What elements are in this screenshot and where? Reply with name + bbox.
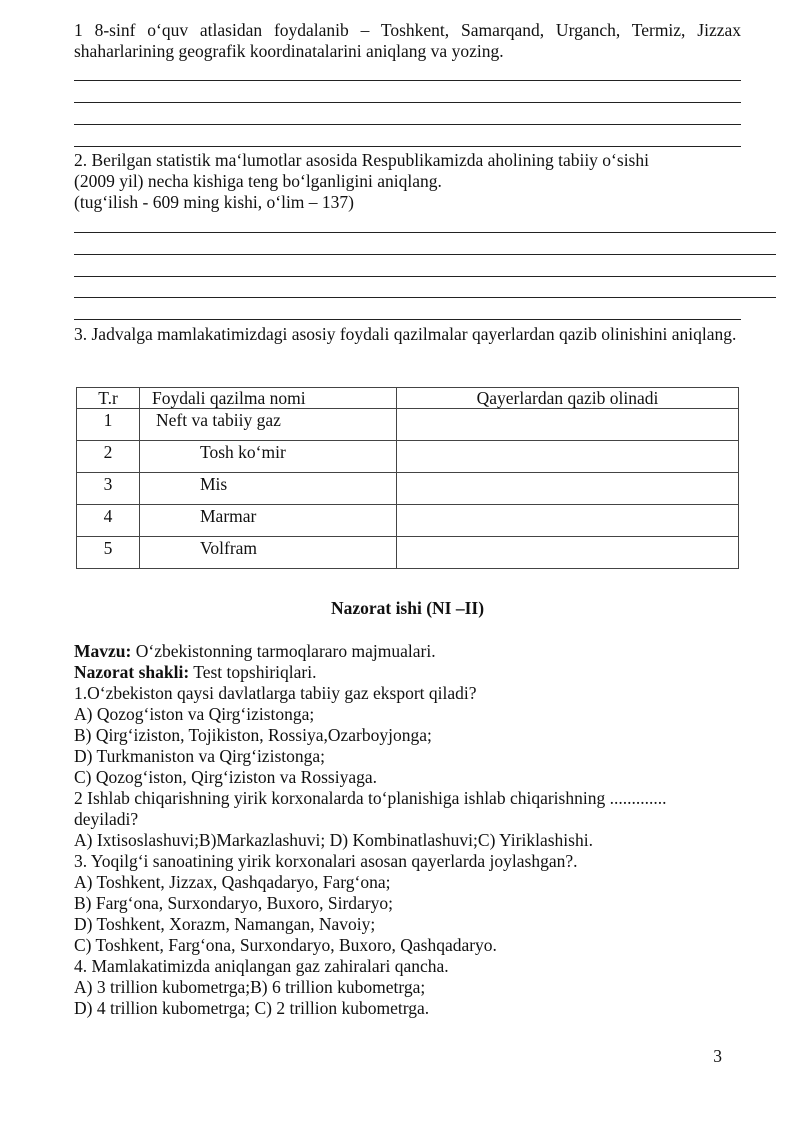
- table-row: [77, 473, 739, 505]
- question-2-line-2: (2009 yil) necha kishiga teng bo‘lganligini aniqlang.: [74, 171, 442, 191]
- answer-line: [74, 297, 776, 298]
- answer-line: [74, 232, 776, 233]
- table-row: [77, 441, 739, 473]
- row-number: 3: [77, 473, 140, 505]
- form-line: [74, 662, 754, 683]
- answer-options: A) 3 trillion kubometrga;B) 6 trillion kubometrga;: [74, 977, 426, 997]
- question-2: [74, 150, 741, 213]
- table-header-row: [77, 388, 739, 409]
- answer-line: [74, 319, 741, 320]
- test-section: [74, 641, 754, 1019]
- test-question-2: 2 Ishlab chiqarishning yirik korxonalarda to‘planishiga ishlab chiqarishning .............: [74, 788, 667, 808]
- table-header-number: T.r: [77, 388, 140, 409]
- answer-option: B) Qirg‘iziston, Tojikiston, Rossiya,Ozarboyjonga;: [74, 725, 432, 745]
- answer-option: D) Toshkent, Xorazm, Namangan, Navoiy;: [74, 914, 376, 934]
- answer-line: [74, 254, 776, 255]
- table-header-mineral: Foydali qazilma nomi: [140, 388, 397, 409]
- row-number: 5: [77, 537, 140, 569]
- location-cell[interactable]: [397, 505, 739, 537]
- location-cell[interactable]: [397, 537, 739, 569]
- answer-options: A) Ixtisoslashuvi;B)Markazlashuvi; D) Kombinatlashuvi;C) Yiriklashishi.: [74, 830, 593, 850]
- answer-option: A) Toshkent, Jizzax, Qashqadaryo, Farg‘ona;: [74, 872, 391, 892]
- answer-option: B) Farg‘ona, Surxondaryo, Buxoro, Sirdaryo;: [74, 893, 394, 913]
- location-cell[interactable]: [397, 473, 739, 505]
- form-label: Nazorat shakli:: [74, 662, 190, 682]
- question-2-line-3: (tug‘ilish - 609 ming kishi, o‘lim – 137): [74, 192, 354, 212]
- answer-options: D) 4 trillion kubometrga; C) 2 trillion kubometrga.: [74, 998, 430, 1018]
- table-row: [77, 537, 739, 569]
- topic-label: Mavzu:: [74, 641, 132, 661]
- answer-line: [74, 80, 741, 81]
- answer-option: C) Toshkent, Farg‘ona, Surxondaryo, Buxoro, Qashqadaryo.: [74, 935, 497, 955]
- question-1-text: 1 8-sinf o‘quv atlasidan foydalanib – Toshkent, Samarqand, Urganch, Termiz, Jizzax shaharlarining geografik koordinatalarini aniqlang va yozing.: [74, 20, 741, 61]
- mineral-name: Neft va tabiiy gaz: [140, 409, 397, 441]
- answer-option: C) Qozog‘iston, Qirg‘iziston va Rossiyaga.: [74, 767, 377, 787]
- row-number: 4: [77, 505, 140, 537]
- answer-line: [74, 276, 776, 277]
- test-question-3: 3. Yoqilg‘i sanoatining yirik korxonalari asosan qayerlarda joylashgan?.: [74, 851, 578, 871]
- question-2-line-1: 2. Berilgan statistik ma‘lumotlar asosida Respublikamizda aholining tabiiy o‘sishi: [74, 150, 649, 170]
- answer-option: A) Qozog‘iston va Qirg‘izistonga;: [74, 704, 315, 724]
- test-question-2-cont: deyiladi?: [74, 809, 139, 829]
- topic-line: [74, 641, 754, 662]
- location-cell[interactable]: [397, 441, 739, 473]
- page-number: 3: [713, 1046, 722, 1066]
- test-question-1: 1.O‘zbekiston qaysi davlatlarga tabiiy gaz eksport qiladi?: [74, 683, 477, 703]
- question-3-text: 3. Jadvalga mamlakatimizdagi asosiy foydali qazilmalar qayerlardan qazib olinishini aniqlang.: [74, 324, 737, 344]
- mineral-name: Tosh ko‘mir: [140, 441, 397, 473]
- mineral-name: Marmar: [140, 505, 397, 537]
- row-number: 1: [77, 409, 140, 441]
- table-row: [77, 505, 739, 537]
- table-header-location: Qayerlardan qazib olinadi: [397, 388, 739, 409]
- section-title: Nazorat ishi (NI –II): [330, 598, 485, 618]
- topic-text: O‘zbekistonning tarmoqlararo majmualari.: [131, 641, 436, 661]
- mineral-name: Mis: [140, 473, 397, 505]
- location-cell[interactable]: [397, 409, 739, 441]
- answer-line: [74, 146, 741, 147]
- minerals-table: [76, 387, 739, 569]
- row-number: 2: [77, 441, 140, 473]
- mineral-name: Volfram: [140, 537, 397, 569]
- answer-line: [74, 102, 741, 103]
- test-question-4: 4. Mamlakatimizda aniqlangan gaz zahiralari qancha.: [74, 956, 449, 976]
- answer-line: [74, 124, 741, 125]
- form-text: Test topshiriqlari.: [189, 662, 317, 682]
- answer-option: D) Turkmaniston va Qirg‘izistonga;: [74, 746, 325, 766]
- table-row: [77, 409, 739, 441]
